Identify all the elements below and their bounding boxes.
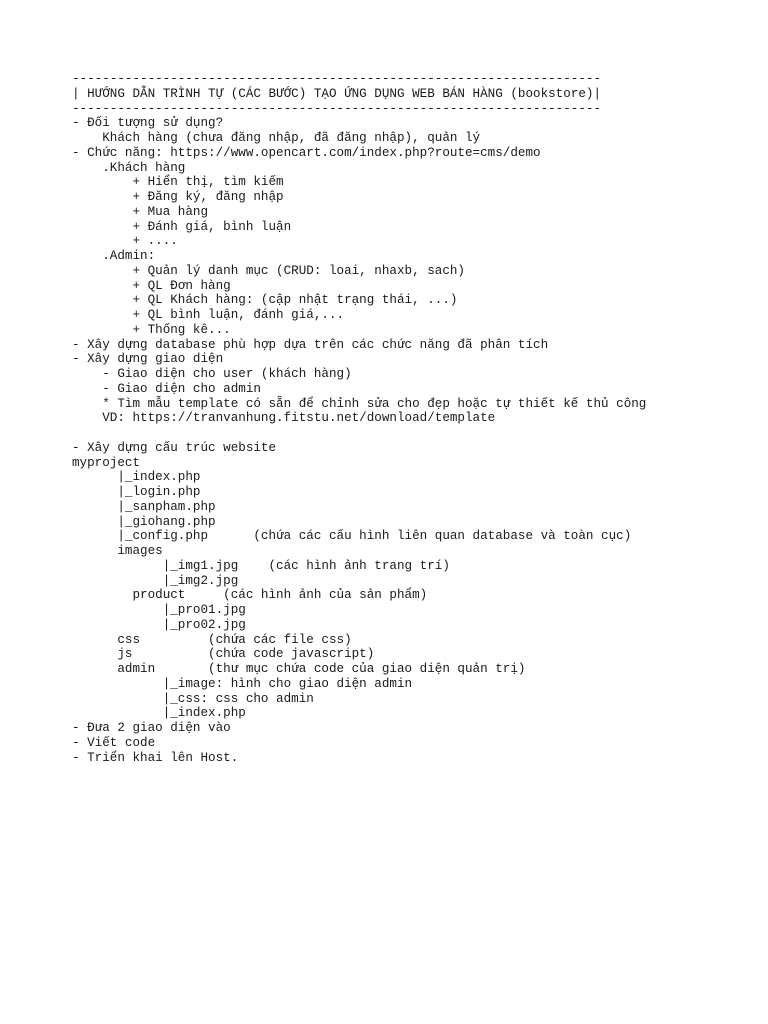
document-line: + Đăng ký, đăng nhập (72, 190, 284, 204)
document-line: |_login.php (72, 485, 201, 499)
document-line: |_img2.jpg (72, 573, 239, 588)
document-line: - Viết code (72, 735, 156, 750)
document-line: admin (thư mục chứa code của giao diện quản trị) (72, 662, 526, 676)
document-line: VD: https://tranvanhung.fitstu.net/download/template (72, 411, 496, 426)
document-line: css (chứa các file css) (72, 632, 352, 647)
document-line: |_index.php (72, 706, 246, 721)
document-line: .Khách hàng (72, 160, 186, 175)
document-line: - Triển khai lên Host. (72, 750, 239, 765)
document-line: ---------------------------------------------------------------------- (72, 101, 602, 116)
document-line: - Chức năng: https://www.opencart.com/index.php?route=cms/demo (72, 145, 541, 160)
document-line: product (các hình ảnh của sản phẩm) (72, 588, 428, 603)
document-line: + Hiển thị, tìm kiếm (72, 175, 284, 190)
document-line: + QL Đơn hàng (72, 278, 231, 293)
document-line: + .... (72, 234, 178, 249)
document-line: js (chứa code javascript) (72, 647, 375, 662)
document-line: + Đánh giá, bình luận (72, 219, 292, 234)
document-line: |_image: hình cho giao diện admin (72, 676, 413, 691)
document-line: + Quản lý danh mục (CRUD: loai, nhaxb, sach) (72, 263, 465, 278)
document-line: + QL Khách hàng: (cập nhật trạng thái, ...) (72, 293, 458, 308)
document-line: |_css: css cho admin (72, 691, 314, 706)
document-line: * Tìm mẫu template có sẵn để chỉnh sửa cho đẹp hoặc tự thiết kế thủ công (72, 396, 647, 411)
document-line: - Giao diện cho user (khách hàng) (72, 367, 352, 381)
document-line (72, 426, 646, 441)
document-line: |_config.php (chứa các cấu hình liên quan database và toàn cục) (72, 529, 632, 544)
document-line: - Giao diện cho admin (72, 381, 261, 396)
document-body (72, 72, 646, 765)
document-line: |_img1.jpg (các hình ảnh trang trí) (72, 558, 450, 573)
document-line: + QL bình luận, đánh giá,... (72, 308, 345, 322)
document-line: myproject (72, 455, 141, 470)
document-line: - Xây dựng database phù hợp dựa trên các chức năng đã phân tích (72, 337, 549, 352)
document-line: |_pro01.jpg (72, 603, 246, 617)
document-line: |_giohang.php (72, 514, 216, 529)
document-line: | HƯỚNG DẪN TRÌNH TỰ (CÁC BƯỚC) TẠO ỨNG DỤNG WEB BÁN HÀNG (bookstore)| (72, 86, 602, 101)
document-line: - Xây dựng cấu trúc website (72, 440, 277, 455)
document-line: |_index.php (72, 470, 201, 485)
document-line: - Xây dựng giao diện (72, 352, 224, 367)
document-line: - Đưa 2 giao diện vào (72, 721, 231, 735)
document-line: .Admin: (72, 249, 156, 263)
document-line: + Mua hàng (72, 204, 209, 219)
document-line: images (72, 544, 163, 558)
document-line: |_pro02.jpg (72, 617, 246, 632)
document-line: |_sanpham.php (72, 499, 216, 514)
document-line: - Đối tượng sử dụng? (72, 116, 224, 131)
document-line: Khách hàng (chưa đăng nhập, đã đăng nhập), quản lý (72, 131, 481, 145)
document-line: + Thống kê... (72, 322, 231, 337)
document-line: ---------------------------------------------------------------------- (72, 72, 602, 86)
